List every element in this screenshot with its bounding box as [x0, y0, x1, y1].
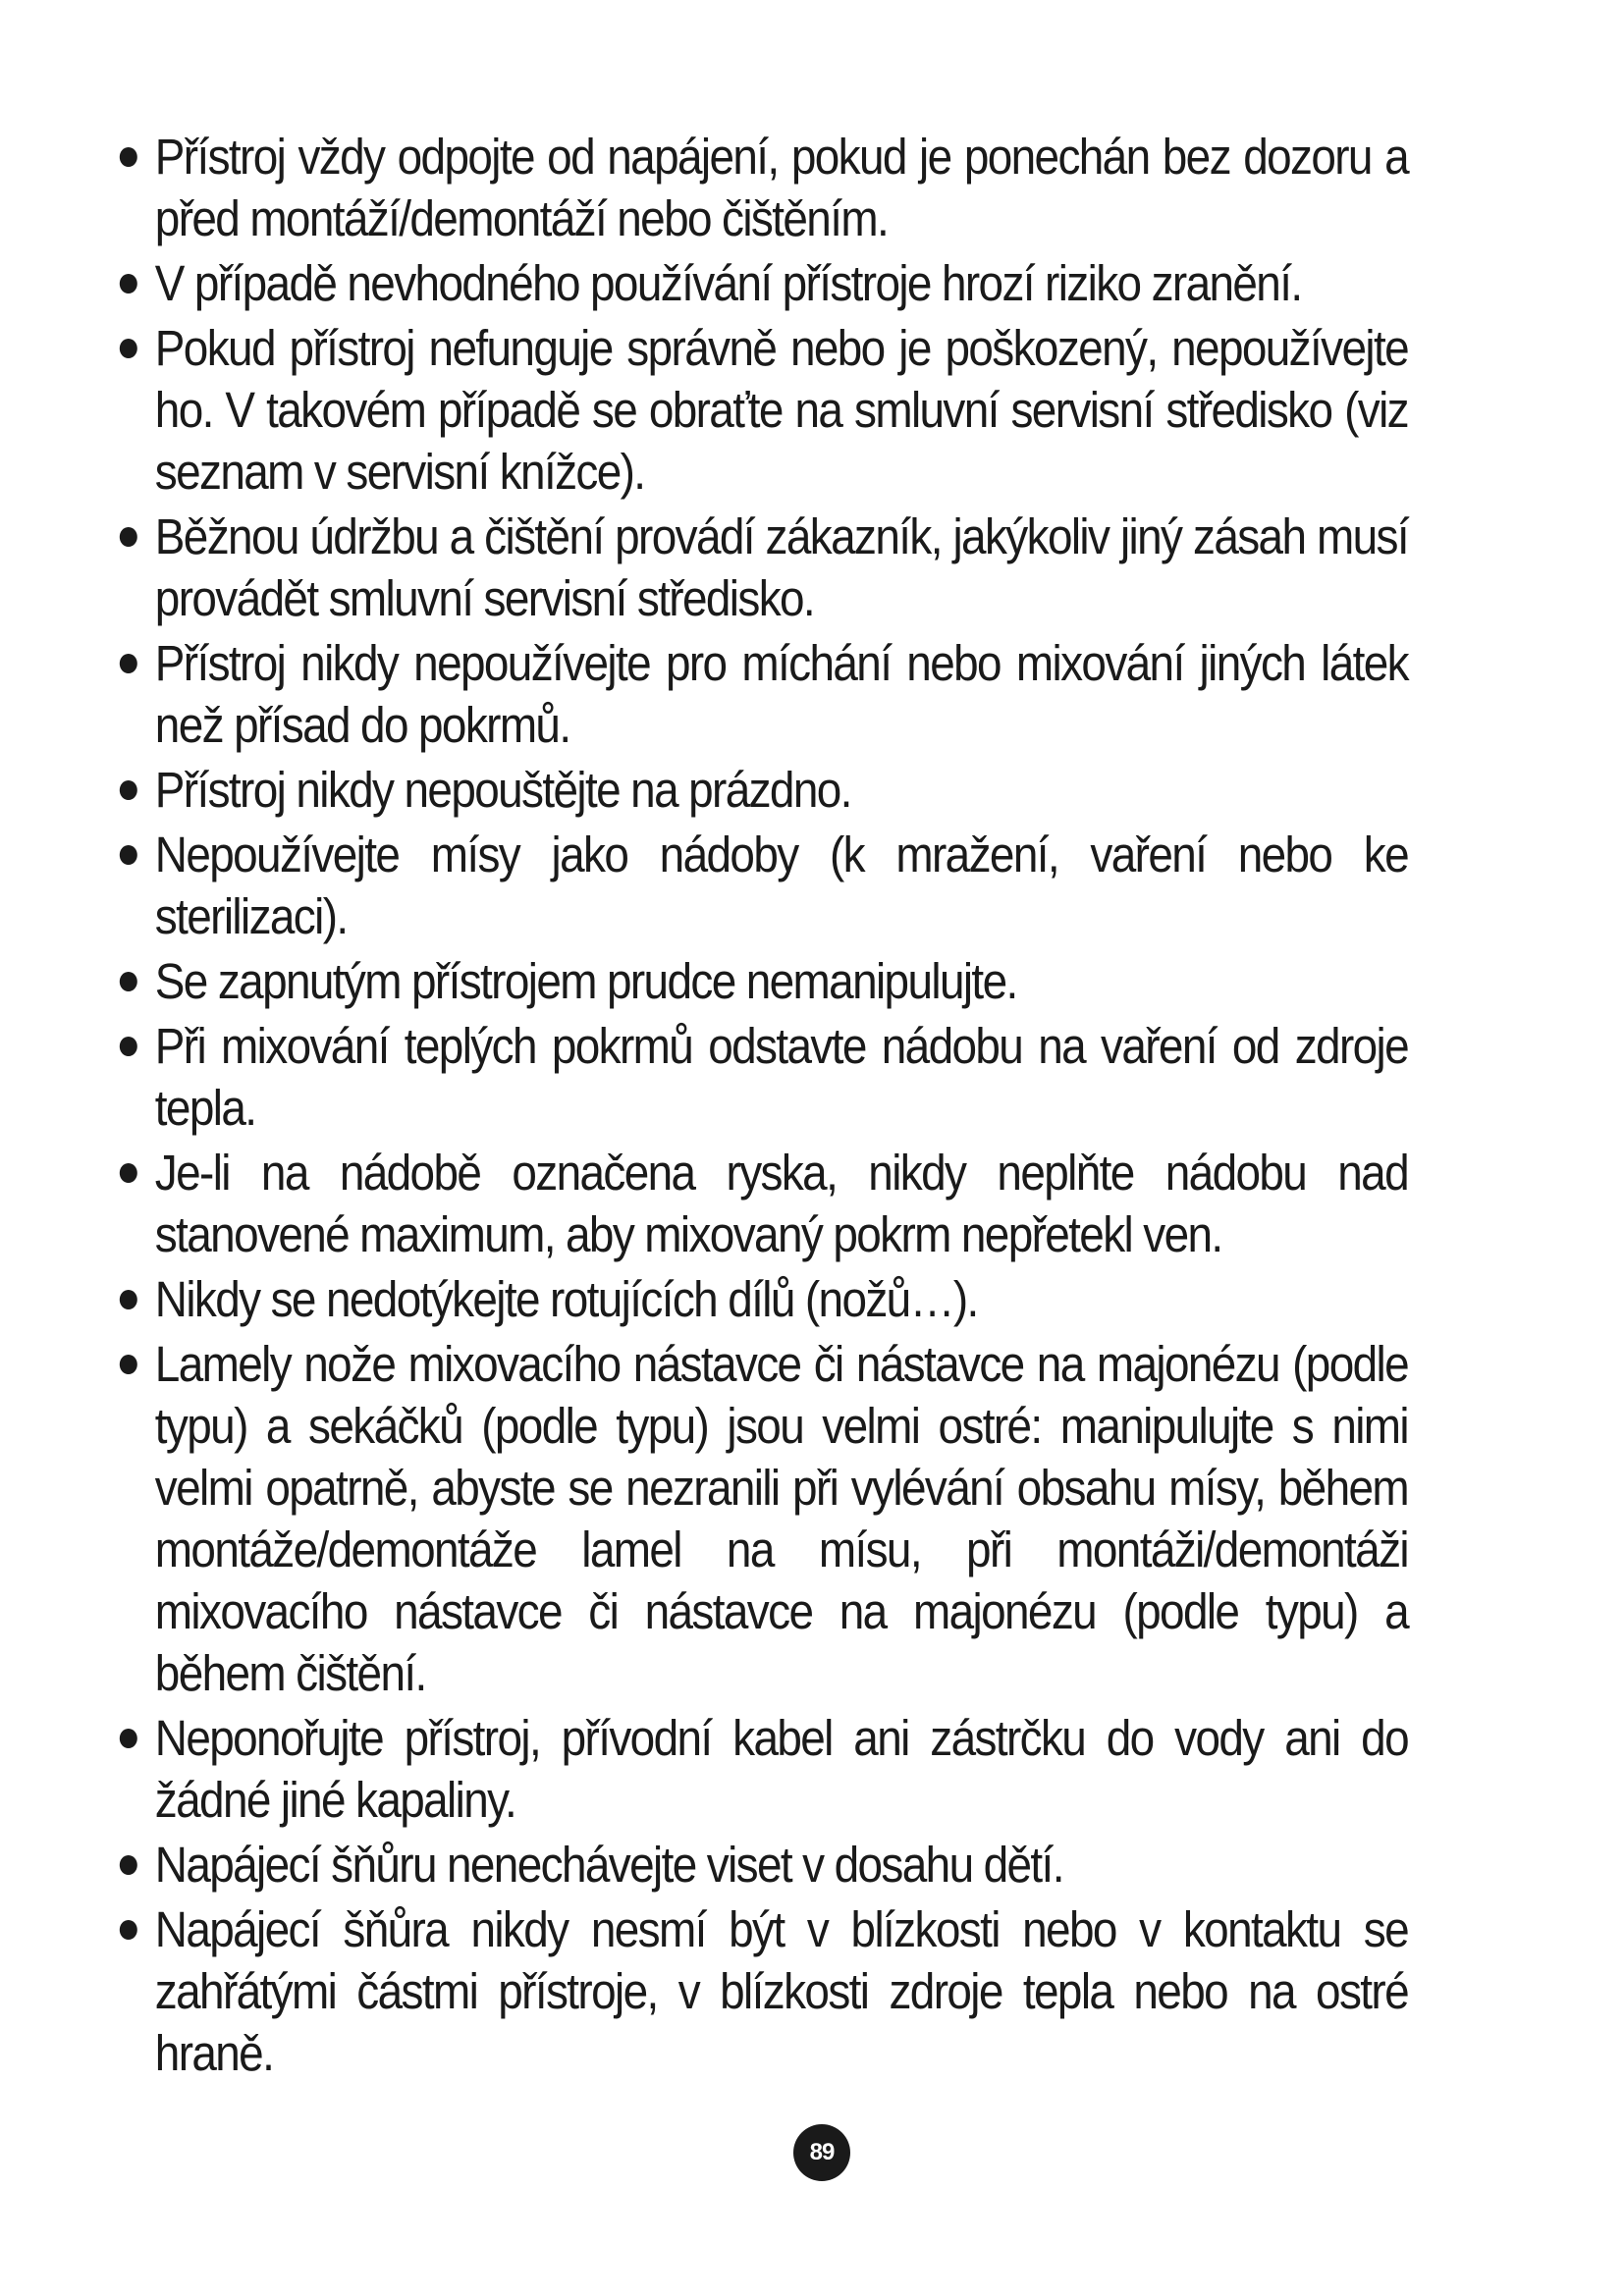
list-item-text: Pokud přístroj nefunguje správně nebo je poškozený, nepoužívejte ho. V takovém případě se obraťte na smluvní servisní středisko (viz seznam v servisní knížce). [154, 320, 1408, 500]
list-item-text: Lamely nože mixovacího nástavce či nástavce na majonézu (podle typu) a sekáčků (podle typu) jsou velmi ostré: manipulujte s nimi velmi opatrně, abyste se nezranili při vylévání obsahu mísy, během montáže/demontáže lamel na mísu, při montáži/demontáži mixovacího nástavce či nástavce na majonézu (podle typu) a během čištění. [154, 1336, 1408, 1701]
list-item-text: Napájecí šňůra nikdy nesmí být v blízkosti nebo v kontaktu se zahřátými částmi přístroje, v blízkosti zdroje tepla nebo na ostré hraně. [154, 1901, 1408, 2081]
list-item-text: Běžnou údržbu a čištění provádí zákazník, jakýkoliv jiný zásah musí provádět smluvní servisní středisko. [154, 508, 1408, 626]
list-item-text: Neponořujte přístroj, přívodní kabel ani zástrčku do vody ani do žádné jiné kapaliny. [154, 1710, 1408, 1828]
bullet-icon [120, 1920, 137, 1940]
list-item-text: Nepoužívejte mísy jako nádoby (k mražení, vaření nebo ke sterilizaci). [154, 827, 1408, 944]
bullet-icon [120, 1355, 137, 1374]
safety-instructions [118, 126, 1408, 2087]
list-item [118, 1142, 1408, 1265]
bullet-icon [120, 845, 137, 865]
list-item [118, 1015, 1408, 1139]
list-item [118, 632, 1408, 756]
list-item [118, 1268, 1408, 1330]
list-item [118, 317, 1408, 503]
bullet-icon [120, 1729, 137, 1748]
list-item [118, 506, 1408, 629]
bullet-icon [120, 274, 137, 294]
list-item-text: Přístroj vždy odpojte od napájení, pokud je ponechán bez dozoru a před montáží/demontáží nebo čištěním. [154, 129, 1408, 246]
list-item-text: Nikdy se nedotýkejte rotujících dílů (nožů…). [154, 1271, 978, 1327]
list-item [118, 126, 1408, 249]
list-item [118, 824, 1408, 947]
bullet-icon [120, 972, 137, 991]
page-number-badge: 89 [793, 2124, 850, 2181]
list-item [118, 252, 1408, 314]
list-item [118, 1707, 1408, 1831]
bullet-icon [120, 1855, 137, 1875]
bullet-icon [120, 147, 137, 167]
bullet-icon [120, 780, 137, 800]
bullet-icon [120, 1290, 137, 1309]
list-item [118, 1898, 1408, 2084]
bullet-icon [120, 527, 137, 547]
bullet-list [118, 126, 1408, 2084]
list-item-text: Přístroj nikdy nepouštějte na prázdno. [154, 762, 851, 818]
list-item [118, 1333, 1408, 1704]
list-item-text: Při mixování teplých pokrmů odstavte nádobu na vaření od zdroje tepla. [154, 1018, 1408, 1136]
list-item-text: Je-li na nádobě označena ryska, nikdy neplňte nádobu nad stanovené maximum, aby mixovaný pokrm nepřetekl ven. [154, 1145, 1408, 1262]
bullet-icon [120, 1037, 137, 1056]
list-item-text: V případě nevhodného používání přístroje hrozí riziko zranění. [154, 255, 1302, 311]
bullet-icon [120, 654, 137, 673]
list-item-text: Přístroj nikdy nepoužívejte pro míchání nebo mixování jiných látek než přísad do pokrmů. [154, 635, 1408, 753]
bullet-icon [120, 1163, 137, 1183]
list-item-text: Se zapnutým přístrojem prudce nemanipulujte. [154, 953, 1017, 1009]
bullet-icon [120, 339, 137, 358]
list-item [118, 950, 1408, 1012]
list-item [118, 759, 1408, 821]
list-item-text: Napájecí šňůru nenechávejte viset v dosahu dětí. [154, 1837, 1063, 1893]
list-item [118, 1834, 1408, 1896]
